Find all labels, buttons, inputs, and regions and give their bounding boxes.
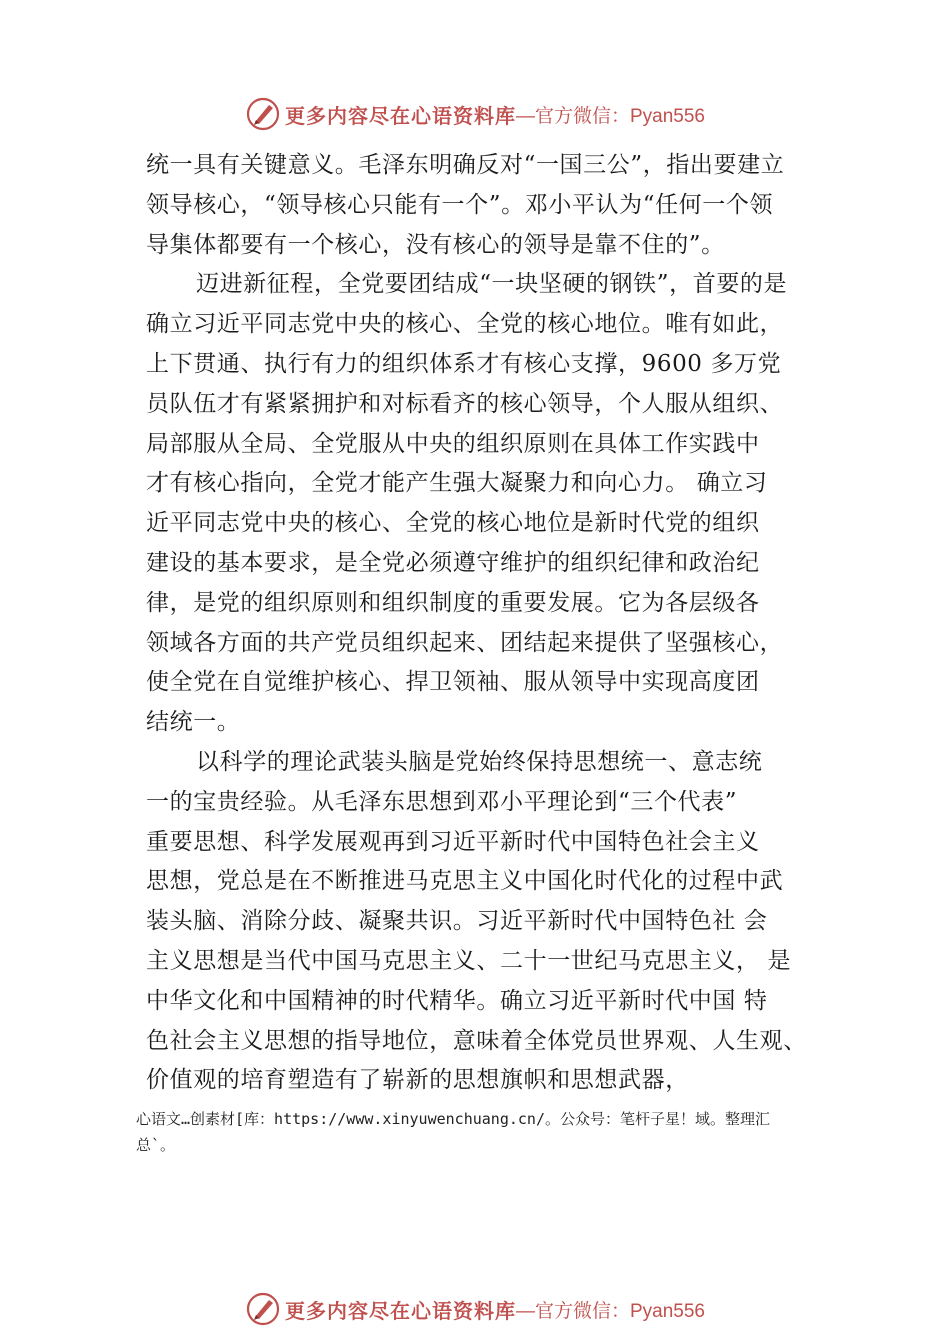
banner-main-text: 更多内容尽在心语资料库	[284, 1298, 516, 1323]
text-line: 近平同志党中央的核心、全党的核心地位是新时代党的组织	[146, 510, 760, 537]
pen-logo-icon	[245, 96, 281, 132]
text-line: 局部服从全局、全党服从中央的组织原则在具体工作实践中	[146, 430, 760, 457]
text-line: 价值观的培育塑造有了崭新的思想旗帜和思想武器，	[146, 1067, 689, 1094]
text-line: 统一具有关键意义。毛泽东明确反对“一国三公”，指出要建立	[146, 152, 785, 178]
text-line: 才有核心指向，全党才能产生强大凝聚力和向心力。 确立习	[146, 470, 768, 497]
text-line: 一的宝贵经验。从毛泽东思想到邓小平理论到“三个代表”	[146, 788, 738, 815]
banner-wechat-text: —官方微信：Pyan556	[515, 105, 705, 127]
banner-wechat-text: —官方微信：Pyan556	[515, 1300, 705, 1322]
pen-logo-icon	[245, 1291, 281, 1327]
text-line: 领域各方面的共产党员组织起来、团结起来提供了坚强核心，	[146, 629, 784, 656]
text-line: 主义思想是当代中国马克思主义、二十一世纪马克思主义， 是	[146, 947, 792, 974]
paragraph-start-line: 迈进新征程，全党要团结成“一块坚硬的钢铁”，首要的是	[196, 271, 788, 298]
text-line: 律，是党的组织原则和组织制度的重要发展。它为各层级各	[146, 589, 760, 616]
text-line: 确立习近平同志党中央的核心、全党的核心地位。唯有如此，	[146, 311, 784, 338]
text-line: 中华文化和中国精神的时代精华。确立习近平新时代中国 特	[146, 987, 768, 1014]
text-line: 结统一。	[146, 709, 241, 736]
document-body	[146, 146, 866, 1101]
text-line: 建设的基本要求，是全党必须遵守维护的组织纪律和政治纪	[146, 549, 760, 576]
source-footnote	[136, 1106, 856, 1158]
text-line: 使全党在自觉维护核心、捍卫领袖、服从领导中实现高度团	[146, 669, 760, 696]
paragraph-start-line: 以科学的理论武装头脑是党始终保持思想统一、意志统	[196, 748, 763, 775]
text-line: 领导核心，“领导核心只能有一个”。邓小平认为“任何一个领	[146, 191, 774, 218]
footnote-line: 总`。	[136, 1136, 176, 1154]
banner-main-text: 更多内容尽在心语资料库	[284, 103, 516, 128]
text-line: 思想，党总是在不断推进马克思主义中国化时代化的过程中武	[146, 868, 784, 895]
text-line: 重要思想、科学发展观再到习近平新时代中国特色社会主义	[146, 828, 760, 855]
header-banner	[0, 94, 950, 134]
text-line: 装头脑、消除分歧、凝聚共识。习近平新时代中国特色社 会	[146, 908, 768, 935]
text-line: 导集体都要有一个核心，没有核心的领导是靠不住的”。	[146, 231, 725, 258]
footnote-line: 心语文…创素材[库：https://www.xinyuwenchuang.cn/。公众号：笔杆子星！域。整理汇	[136, 1110, 770, 1128]
footer-banner	[0, 1289, 950, 1329]
text-line: 员队伍才有紧紧拥护和对标看齐的核心领导，个人服从组织、	[146, 390, 784, 417]
text-line: 色社会主义思想的指导地位，意味着全体党员世界观、人生观、	[146, 1027, 807, 1054]
text-line: 上下贯通、执行有力的组织体系才有核心支撑，9600 多万党	[146, 350, 782, 377]
